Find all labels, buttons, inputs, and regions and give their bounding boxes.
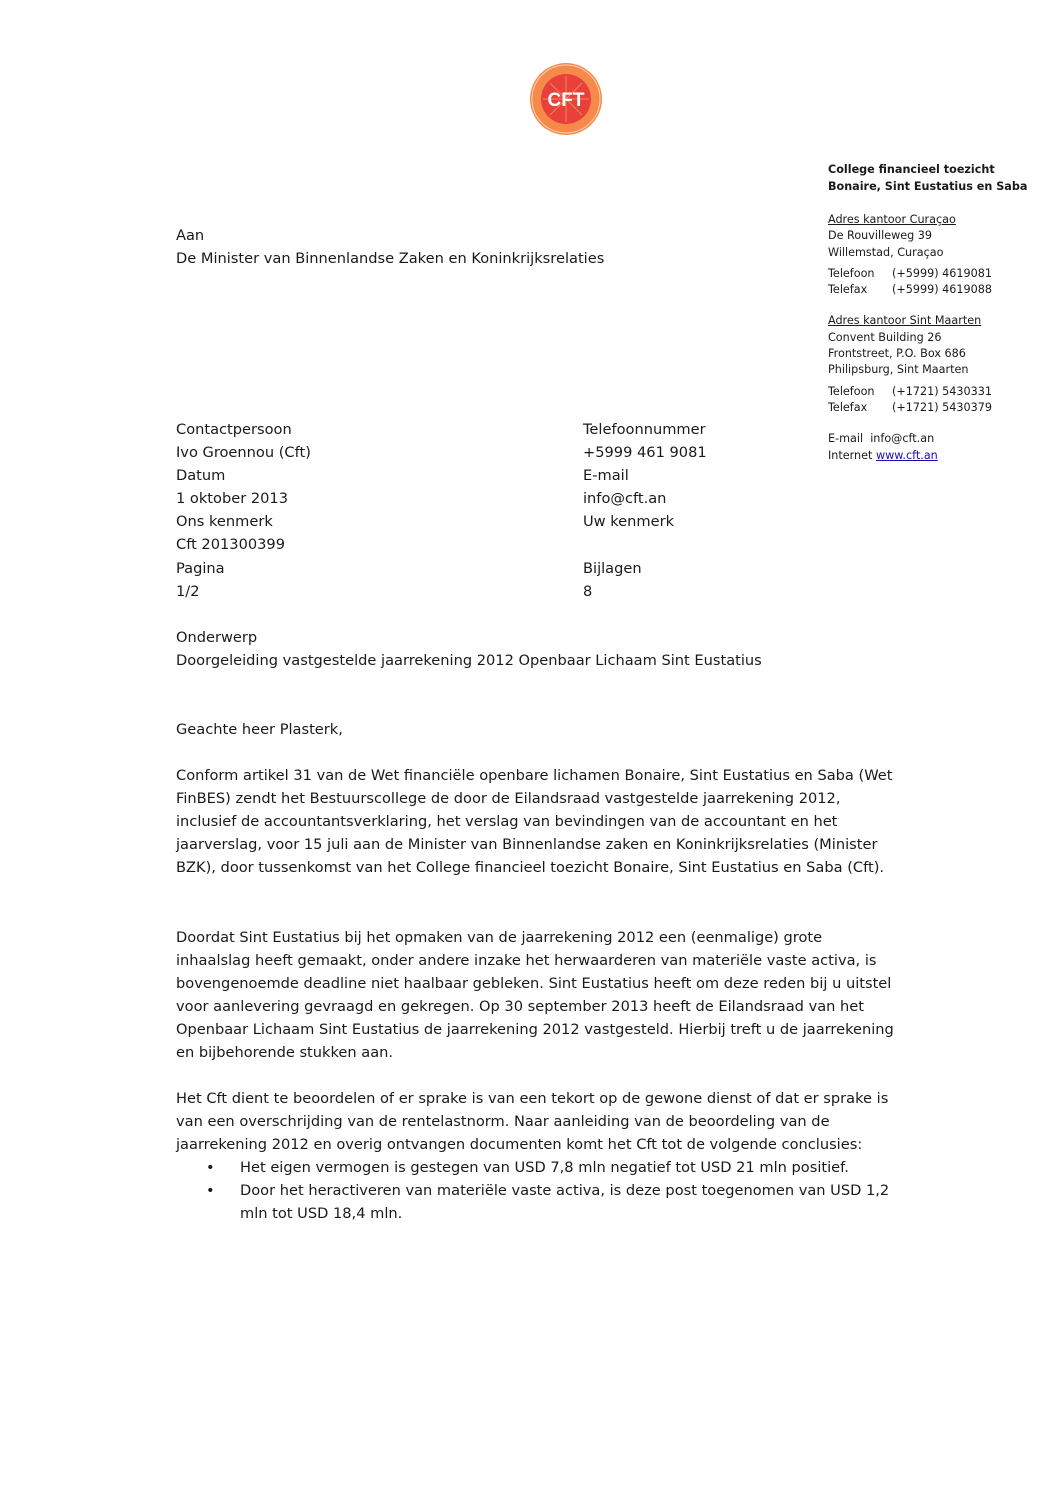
svg-text:CFT: CFT (547, 90, 585, 111)
email-label: E-mail (828, 432, 864, 446)
subject-text: Doorgeleiding vastgestelde jaarrekening 2012 Openbaar Lichaam Sint Eustatius (176, 652, 762, 669)
salutation: Geachte heer Plasterk, (176, 721, 343, 738)
date-label: Datum (176, 467, 226, 485)
email-value: info@cft.an (870, 432, 935, 446)
page-value: 1/2 (176, 582, 200, 600)
contact-label: Contactpersoon (176, 421, 292, 438)
list-item-text: Door het heractiveren van materiële vaste activa, is deze post toegenomen van USD 1,2 mln tot USD 18,4 mln. (240, 1182, 890, 1222)
sender-website (828, 448, 1028, 464)
subject-label: Onderwerp (176, 629, 258, 646)
paragraph: Conform artikel 31 van de Wet financiële openbare lichamen Bonaire, Sint Eustatius en Saba (Wet FinBES) zendt het Bestuurscollege de door de Eilandsraad vastgestelde jaarrekening 2012, inclusief de accountantsverklaring, het verslag van bevindingen van de accountant en het jaarverslag, voor 15 juli aan de Minister van Binnenlandse zaken en Koninkrijksrelaties (Minister BZK), door tussenkomst van het College financieel toezicht Bonaire, Sint Eustatius en Saba (Cft). (176, 767, 893, 876)
bullet-icon: • (206, 1159, 215, 1176)
phone-value: (+5999) 4619081 (892, 266, 992, 280)
cft-logo (529, 62, 603, 136)
internet-label: Internet (828, 448, 873, 462)
sint-maarten-address-line: Philipsburg, Sint Maarten (828, 363, 969, 377)
curacao-office-heading: Adres kantoor Curaçao (828, 213, 956, 226)
sender-email (828, 431, 1028, 447)
list-item (176, 1179, 896, 1225)
curacao-address-line: Willemstad, Curaçao (828, 245, 944, 259)
fax-value: (+5999) 4619088 (892, 283, 992, 297)
phone-label: Telefoon (828, 266, 875, 280)
sint-maarten-address-line: Convent Building 26 (828, 330, 942, 344)
addressee-recipient: De Minister van Binnenlandse Zaken en Koninkrijksrelaties (176, 250, 605, 267)
sint-maarten-phone (828, 384, 1028, 400)
fax-value: (+1721) 5430379 (892, 400, 992, 414)
email-label: E-mail (583, 467, 629, 485)
list-item (176, 1156, 896, 1179)
cft-seal-icon (529, 62, 603, 136)
conclusions-section (176, 1087, 896, 1225)
list-item-text: Het eigen vermogen is gestegen van USD 7,8 mln negatief tot USD 21 mln positief. (240, 1159, 849, 1176)
paragraph: Het Cft dient te beoordelen of er sprake is van een tekort op de gewone dienst of dat er sprake is van een overschrijding van de rentelastnorm. Naar aanleiding van de beoordeling van de jaarrekening 2012 en overig ontvangen documenten komt het Cft tot de volgende conclusies: (176, 1090, 889, 1153)
website-link[interactable]: www.cft.an (876, 448, 938, 462)
organization-name: College financieel toezicht Bonaire, Sint Eustatius en Saba (828, 163, 1028, 193)
addressee-block (176, 224, 896, 270)
date-value: 1 oktober 2013 (176, 490, 288, 508)
attachments-label: Bijlagen (583, 559, 642, 577)
phone-label: Telefoon (828, 384, 875, 398)
email-value: info@cft.an (583, 490, 667, 508)
subject-block (176, 626, 896, 672)
curacao-address-line: De Rouvilleweg 39 (828, 229, 933, 243)
phone-label: Telefoonnummer (583, 421, 706, 438)
sint-maarten-office-heading: Adres kantoor Sint Maarten (828, 314, 982, 328)
paragraph: Doordat Sint Eustatius bij het opmaken van de jaarrekening 2012 een (eenmalige) grote inhaalslag heeft gemaakt, onder andere inzake het herwaarderen van materiële vaste activa, is bovengenoemde deadline niet haalbaar gebleken. Sint Eustatius heeft om deze reden bij u uitstel voor aanlevering gevraagd en gekregen. Op 30 september 2013 heeft de Eilandsraad van het Openbaar Lichaam Sint Eustatius de jaarrekening 2012 vastgesteld. Hierbij treft u de jaarrekening en bijbehorende stukken aan. (176, 929, 894, 1061)
our-reference-label: Ons kenmerk (176, 513, 273, 531)
sint-maarten-address-line: Frontstreet, P.O. Box 686 (828, 347, 966, 361)
conclusions-list (176, 1156, 896, 1225)
phone-value: (+1721) 5430331 (892, 384, 992, 398)
attachments-value: 8 (583, 582, 593, 600)
letter-meta (176, 418, 776, 603)
sint-maarten-fax (828, 400, 1028, 416)
addressee-label: Aan (176, 227, 205, 244)
curacao-fax (828, 282, 1028, 298)
fax-label: Telefax (828, 400, 868, 414)
contact-value: Ivo Groennou (Cft) (176, 444, 311, 462)
our-reference-value: Cft 201300399 (176, 536, 285, 554)
your-reference-label: Uw kenmerk (583, 513, 675, 531)
bullet-icon: • (206, 1182, 215, 1199)
fax-label: Telefax (828, 283, 868, 297)
phone-value: +5999 461 9081 (583, 444, 707, 462)
page-label: Pagina (176, 559, 225, 577)
sender-info (828, 161, 1028, 464)
